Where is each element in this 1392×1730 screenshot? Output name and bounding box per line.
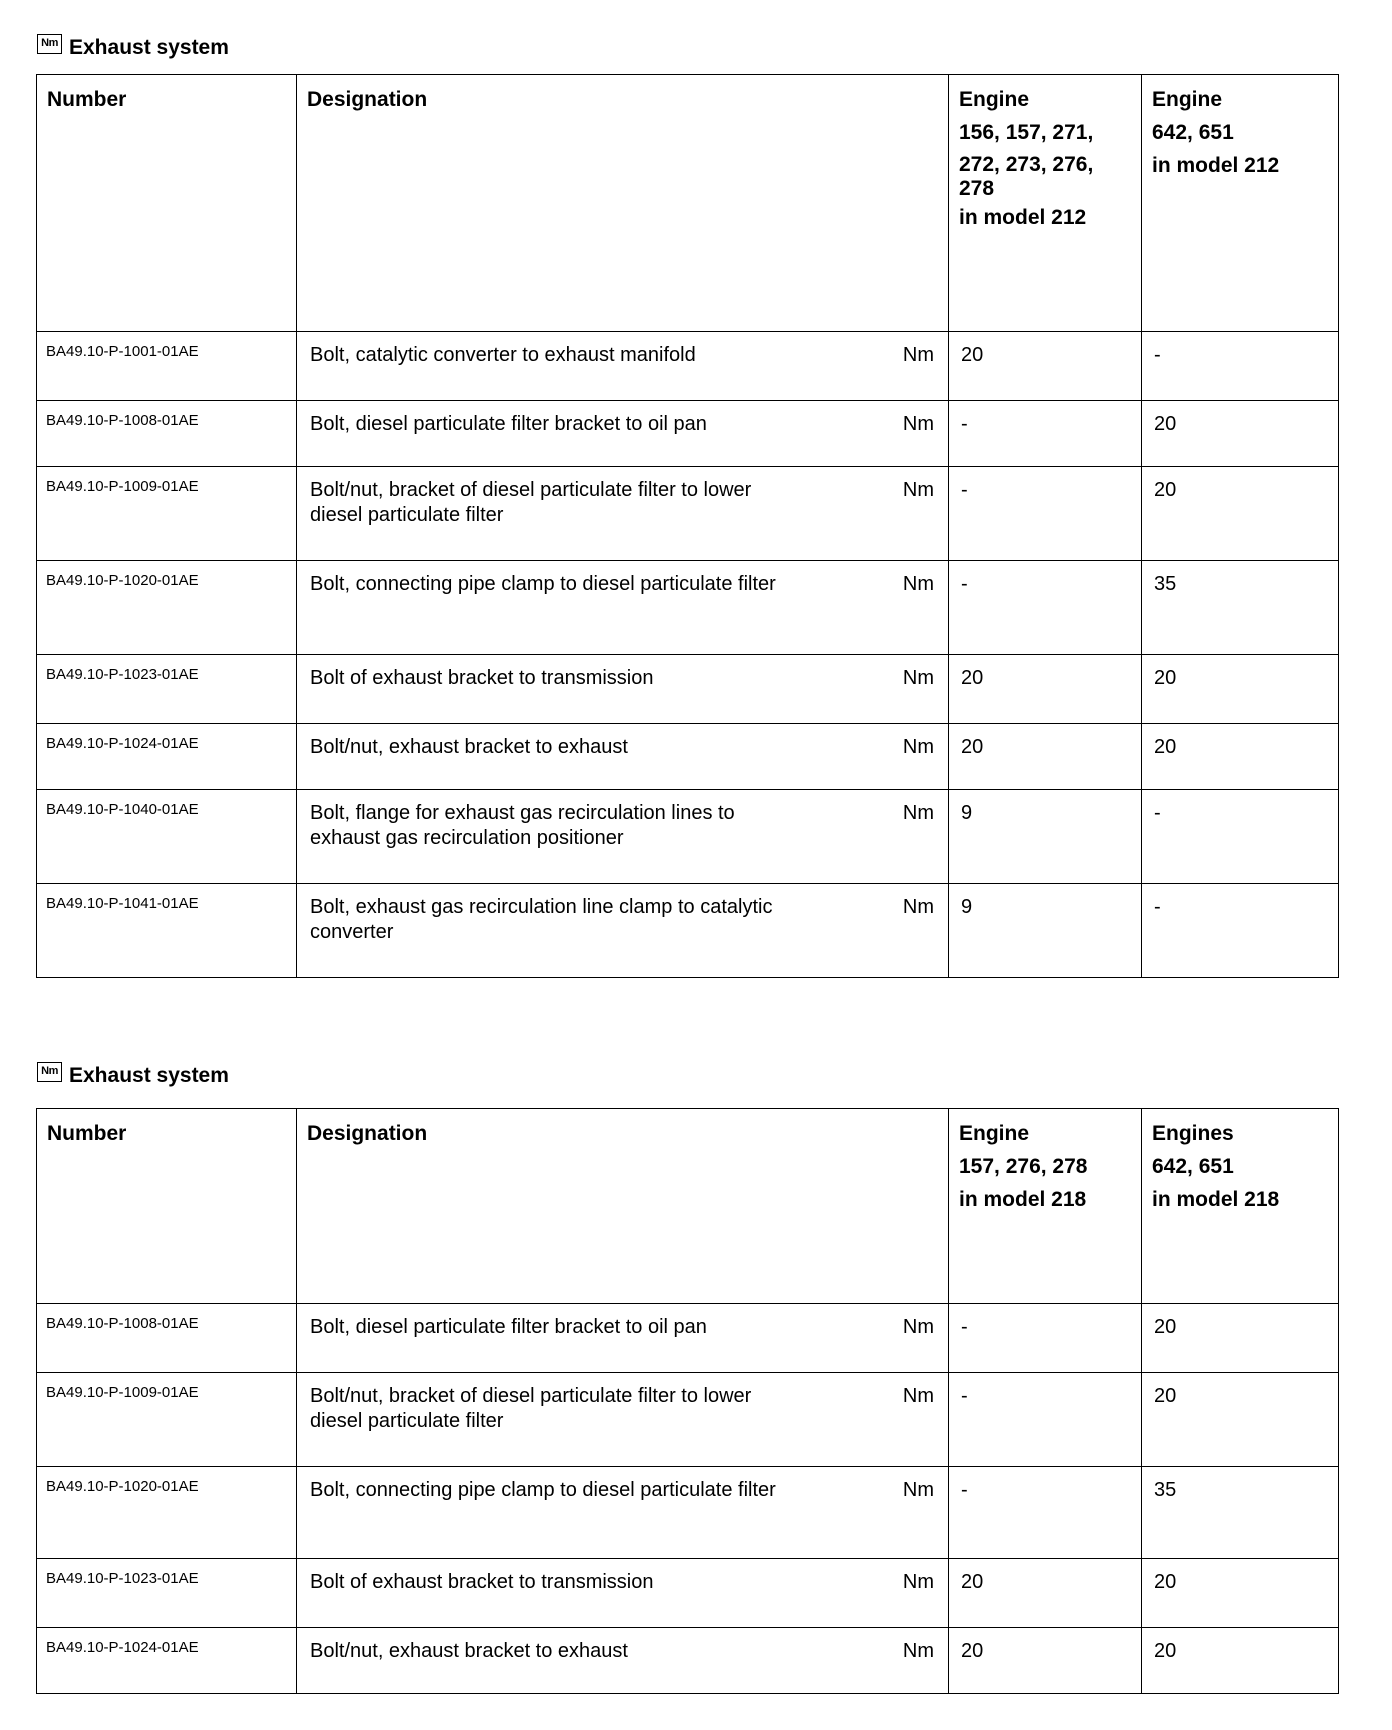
designation: Bolt, catalytic converter to exhaust manifold — [310, 344, 696, 366]
table-row — [37, 1467, 1339, 1559]
part-number: BA49.10-P-1009-01AE — [46, 478, 199, 495]
value-col-a: 20 — [961, 667, 984, 689]
value-col-a: 20 — [961, 1640, 984, 1662]
table-row — [37, 1559, 1339, 1628]
designation: Bolt/nut, exhaust bracket to exhaust — [310, 1640, 628, 1662]
value-col-a: - — [961, 573, 968, 595]
part-number: BA49.10-P-1008-01AE — [46, 412, 199, 429]
header-number: Number — [37, 75, 297, 332]
part-number: BA49.10-P-1041-01AE — [46, 895, 199, 912]
value-col-b: - — [1154, 802, 1161, 824]
value-col-a: - — [961, 1385, 968, 1407]
section-title-text: Exhaust system — [69, 36, 229, 59]
value-col-b: 20 — [1154, 1316, 1177, 1338]
unit: Nm — [902, 1640, 934, 1662]
value-col-a: - — [961, 479, 968, 501]
part-number: BA49.10-P-1023-01AE — [46, 1570, 199, 1587]
part-number: BA49.10-P-1008-01AE — [46, 1315, 199, 1332]
designation: Bolt, connecting pipe clamp to diesel particulate filter — [310, 1479, 776, 1501]
designation: Bolt/nut, bracket of diesel particulate filter to lower diesel particulate filter — [310, 1385, 752, 1432]
section-title — [37, 1062, 229, 1090]
value-col-b: 20 — [1154, 736, 1177, 758]
section-title — [37, 34, 229, 62]
table-row — [37, 1373, 1339, 1467]
table-row — [37, 884, 1339, 978]
table-row — [37, 1628, 1339, 1694]
value-col-b: 20 — [1154, 1640, 1177, 1662]
value-col-b: - — [1154, 344, 1161, 366]
unit: Nm — [902, 479, 934, 501]
torque-table — [36, 1108, 1339, 1694]
table-row — [37, 561, 1339, 655]
torque-table — [36, 74, 1339, 978]
unit: Nm — [902, 1316, 934, 1338]
part-number: BA49.10-P-1001-01AE — [46, 343, 199, 360]
part-number: BA49.10-P-1023-01AE — [46, 666, 199, 683]
unit: Nm — [902, 413, 934, 435]
unit: Nm — [902, 344, 934, 366]
unit: Nm — [902, 896, 934, 918]
torque-nm-icon: Nm — [37, 34, 62, 54]
unit: Nm — [902, 802, 934, 824]
value-col-b: 20 — [1154, 479, 1177, 501]
part-number: BA49.10-P-1020-01AE — [46, 572, 199, 589]
header-number: Number — [37, 1109, 297, 1304]
unit: Nm — [902, 667, 934, 689]
part-number: BA49.10-P-1040-01AE — [46, 801, 199, 818]
value-col-b: 20 — [1154, 1385, 1177, 1407]
value-col-a: - — [961, 413, 968, 435]
header-designation: Designation — [297, 75, 949, 332]
value-col-a: 20 — [961, 736, 984, 758]
designation: Bolt, exhaust gas recirculation line clamp to catalytic converter — [310, 896, 773, 943]
header-engine-col-a: Engine 156, 157, 271, 272, 273, 276, 278 in model 212 — [949, 75, 1142, 332]
value-col-a: - — [961, 1316, 968, 1338]
value-col-b: 20 — [1154, 667, 1177, 689]
part-number: BA49.10-P-1024-01AE — [46, 1639, 199, 1656]
designation: Bolt, flange for exhaust gas recirculation lines to exhaust gas recirculation positioner — [310, 802, 735, 849]
designation: Bolt, diesel particulate filter bracket to oil pan — [310, 1316, 707, 1338]
unit: Nm — [902, 1479, 934, 1501]
table-row — [37, 655, 1339, 724]
part-number: BA49.10-P-1009-01AE — [46, 1384, 199, 1401]
value-col-b: - — [1154, 896, 1161, 918]
value-col-a: 20 — [961, 1571, 984, 1593]
value-col-a: 9 — [961, 896, 973, 918]
header-engine-col-a: Engine 157, 276, 278 in model 218 — [949, 1109, 1142, 1304]
value-col-b: 20 — [1154, 413, 1177, 435]
torque-nm-icon: Nm — [37, 1062, 62, 1082]
value-col-b: 35 — [1154, 1479, 1177, 1501]
part-number: BA49.10-P-1024-01AE — [46, 735, 199, 752]
unit: Nm — [902, 1571, 934, 1593]
unit: Nm — [902, 1385, 934, 1407]
section-title-text: Exhaust system — [69, 1064, 229, 1087]
table-row — [37, 467, 1339, 561]
table-row — [37, 332, 1339, 401]
header-engine-col-b: Engines 642, 651 in model 218 — [1142, 1109, 1339, 1304]
table-row — [37, 401, 1339, 467]
header-designation: Designation — [297, 1109, 949, 1304]
table-row — [37, 790, 1339, 884]
table-row — [37, 1304, 1339, 1373]
value-col-a: 20 — [961, 344, 984, 366]
designation: Bolt, diesel particulate filter bracket to oil pan — [310, 413, 707, 435]
unit: Nm — [902, 573, 934, 595]
designation: Bolt, connecting pipe clamp to diesel particulate filter — [310, 573, 776, 595]
value-col-b: 20 — [1154, 1571, 1177, 1593]
value-col-a: 9 — [961, 802, 973, 824]
designation: Bolt of exhaust bracket to transmission — [310, 667, 654, 689]
table-header-row — [37, 75, 1339, 332]
header-engine-col-b: Engine 642, 651 in model 212 — [1142, 75, 1339, 332]
part-number: BA49.10-P-1020-01AE — [46, 1478, 199, 1495]
value-col-a: - — [961, 1479, 968, 1501]
table-header-row — [37, 1109, 1339, 1304]
designation: Bolt of exhaust bracket to transmission — [310, 1571, 654, 1593]
unit: Nm — [902, 736, 934, 758]
table-row — [37, 724, 1339, 790]
designation: Bolt/nut, bracket of diesel particulate filter to lower diesel particulate filter — [310, 479, 752, 526]
designation: Bolt/nut, exhaust bracket to exhaust — [310, 736, 628, 758]
value-col-b: 35 — [1154, 573, 1177, 595]
